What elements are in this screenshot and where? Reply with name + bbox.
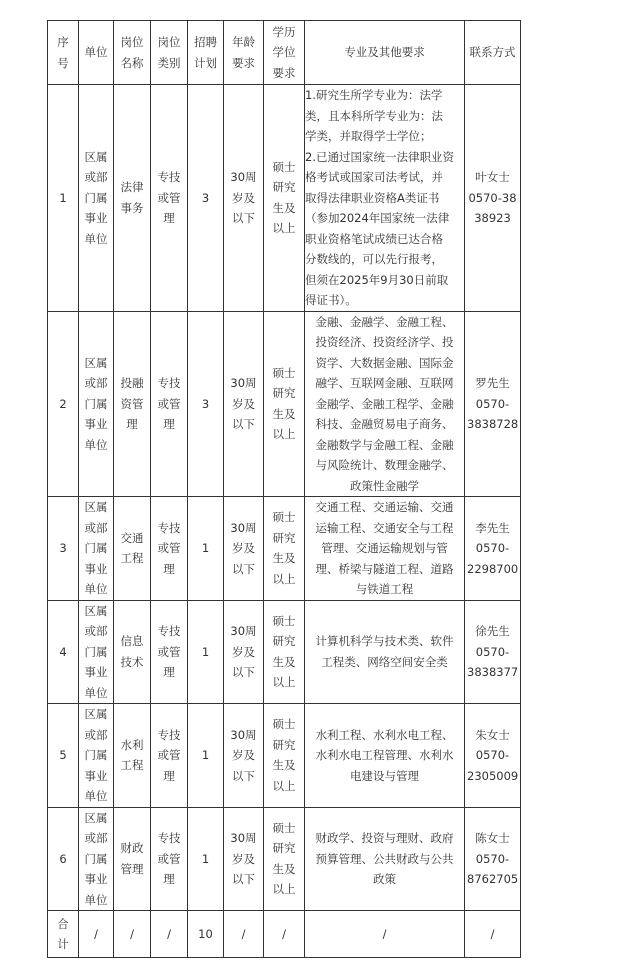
table-row <box>48 85 521 312</box>
cell-post: 法律 事务 <box>114 85 151 312</box>
cell-unit: 区属 或部 门属 事业 单位 <box>79 85 114 312</box>
cell-requirements: 金融、金融学、金融工程、 投资经济、投资经济学、投 资学、大数据金融、国际金 融学、互联网金融、互联网 金融学、金融工程学、金融 科技、金融贸易电子商务、 金融数学与金融工程、金融 与风险统计、数理金融学、 政策性金融学 <box>305 311 465 497</box>
header-category: 岗位 类别 <box>151 21 188 85</box>
total-unit: / <box>79 911 114 958</box>
cell-unit: 区属 或部 门属 事业 单位 <box>79 807 114 911</box>
cell-age: 30周 岁及 以下 <box>224 497 264 601</box>
cell-no: 6 <box>48 807 79 911</box>
cell-requirements: 1.研究生所学专业为：法学 类，且本科所学专业为：法 学类，并取得学士学位； 2.已通过国家统一法律职业资 格考试或国家司法考试，并 取得法律职业资格A类证书 （参加2024年国家统一法律 职业资格笔试成绩已达合格 分数线的，可以先行报考， 但须在2025年9月30日前取 得证书）。 <box>305 85 465 312</box>
total-category: / <box>151 911 188 958</box>
header-contact: 联系方式 <box>465 21 521 85</box>
cell-contact: 徐先生 0570- 3838377 <box>465 600 521 704</box>
cell-age: 30周 岁及 以下 <box>224 600 264 704</box>
header-no: 序 号 <box>48 21 79 85</box>
cell-requirements: 水利工程、水利水电工程、 水利水电工程管理、水利水 电建设与管理 <box>305 704 465 808</box>
header-requirements: 专业及其他要求 <box>305 21 465 85</box>
total-plan: 10 <box>188 911 224 958</box>
cell-contact: 朱女士 0570- 2305009 <box>465 704 521 808</box>
header-post: 岗位 名称 <box>114 21 151 85</box>
cell-plan: 1 <box>188 600 224 704</box>
cell-post: 财政 管理 <box>114 807 151 911</box>
table-row <box>48 311 521 497</box>
cell-no: 2 <box>48 311 79 497</box>
cell-category: 专技 或管 理 <box>151 807 188 911</box>
total-post: / <box>114 911 151 958</box>
cell-requirements: 交通工程、交通运输、交通 运输工程、交通安全与工程 管理、交通运输规划与管 理、桥梁与隧道工程、道路 与铁道工程 <box>305 497 465 601</box>
cell-degree: 硕士 研究 生及 以上 <box>264 600 305 704</box>
table-row <box>48 807 521 911</box>
header-plan: 招聘 计划 <box>188 21 224 85</box>
table-row <box>48 497 521 601</box>
total-age: / <box>224 911 264 958</box>
cell-unit: 区属 或部 门属 事业 单位 <box>79 600 114 704</box>
header-row <box>48 21 521 85</box>
table-row <box>48 600 521 704</box>
cell-category: 专技 或管 理 <box>151 497 188 601</box>
cell-requirements: 计算机科学与技术类、软件 工程类、网络空间安全类 <box>305 600 465 704</box>
total-label: 合 计 <box>48 911 79 958</box>
cell-no: 3 <box>48 497 79 601</box>
total-row <box>48 911 521 958</box>
cell-age: 30周 岁及 以下 <box>224 85 264 312</box>
header-degree: 学历 学位 要求 <box>264 21 305 85</box>
cell-degree: 硕士 研究 生及 以上 <box>264 807 305 911</box>
cell-contact: 陈女士 0570- 8762705 <box>465 807 521 911</box>
total-degree: / <box>264 911 305 958</box>
cell-degree: 硕士 研究 生及 以上 <box>264 704 305 808</box>
cell-degree: 硕士 研究 生及 以上 <box>264 497 305 601</box>
total-contact: / <box>465 911 521 958</box>
cell-category: 专技 或管 理 <box>151 600 188 704</box>
cell-unit: 区属 或部 门属 事业 单位 <box>79 311 114 497</box>
cell-no: 5 <box>48 704 79 808</box>
cell-contact: 罗先生 0570- 3838728 <box>465 311 521 497</box>
cell-plan: 1 <box>188 704 224 808</box>
recruitment-table <box>47 20 521 958</box>
cell-no: 1 <box>48 85 79 312</box>
cell-age: 30周 岁及 以下 <box>224 311 264 497</box>
cell-age: 30周 岁及 以下 <box>224 704 264 808</box>
cell-plan: 3 <box>188 311 224 497</box>
cell-contact: 叶女士 0570-38 38923 <box>465 85 521 312</box>
cell-post: 投融 资管 理 <box>114 311 151 497</box>
header-unit: 单位 <box>79 21 114 85</box>
cell-age: 30周 岁及 以下 <box>224 807 264 911</box>
total-requirements: / <box>305 911 465 958</box>
cell-no: 4 <box>48 600 79 704</box>
cell-unit: 区属 或部 门属 事业 单位 <box>79 497 114 601</box>
cell-degree: 硕士 研究 生及 以上 <box>264 85 305 312</box>
cell-requirements: 财政学、投资与理财、政府 预算管理、公共财政与公共 政策 <box>305 807 465 911</box>
cell-contact: 李先生 0570- 2298700 <box>465 497 521 601</box>
cell-category: 专技 或管 理 <box>151 311 188 497</box>
cell-category: 专技 或管 理 <box>151 85 188 312</box>
cell-plan: 3 <box>188 85 224 312</box>
cell-post: 交通 工程 <box>114 497 151 601</box>
cell-post: 信息 技术 <box>114 600 151 704</box>
table-row <box>48 704 521 808</box>
cell-degree: 硕士 研究 生及 以上 <box>264 311 305 497</box>
header-age: 年龄 要求 <box>224 21 264 85</box>
cell-post: 水利 工程 <box>114 704 151 808</box>
cell-category: 专技 或管 理 <box>151 704 188 808</box>
cell-plan: 1 <box>188 807 224 911</box>
cell-plan: 1 <box>188 497 224 601</box>
cell-unit: 区属 或部 门属 事业 单位 <box>79 704 114 808</box>
